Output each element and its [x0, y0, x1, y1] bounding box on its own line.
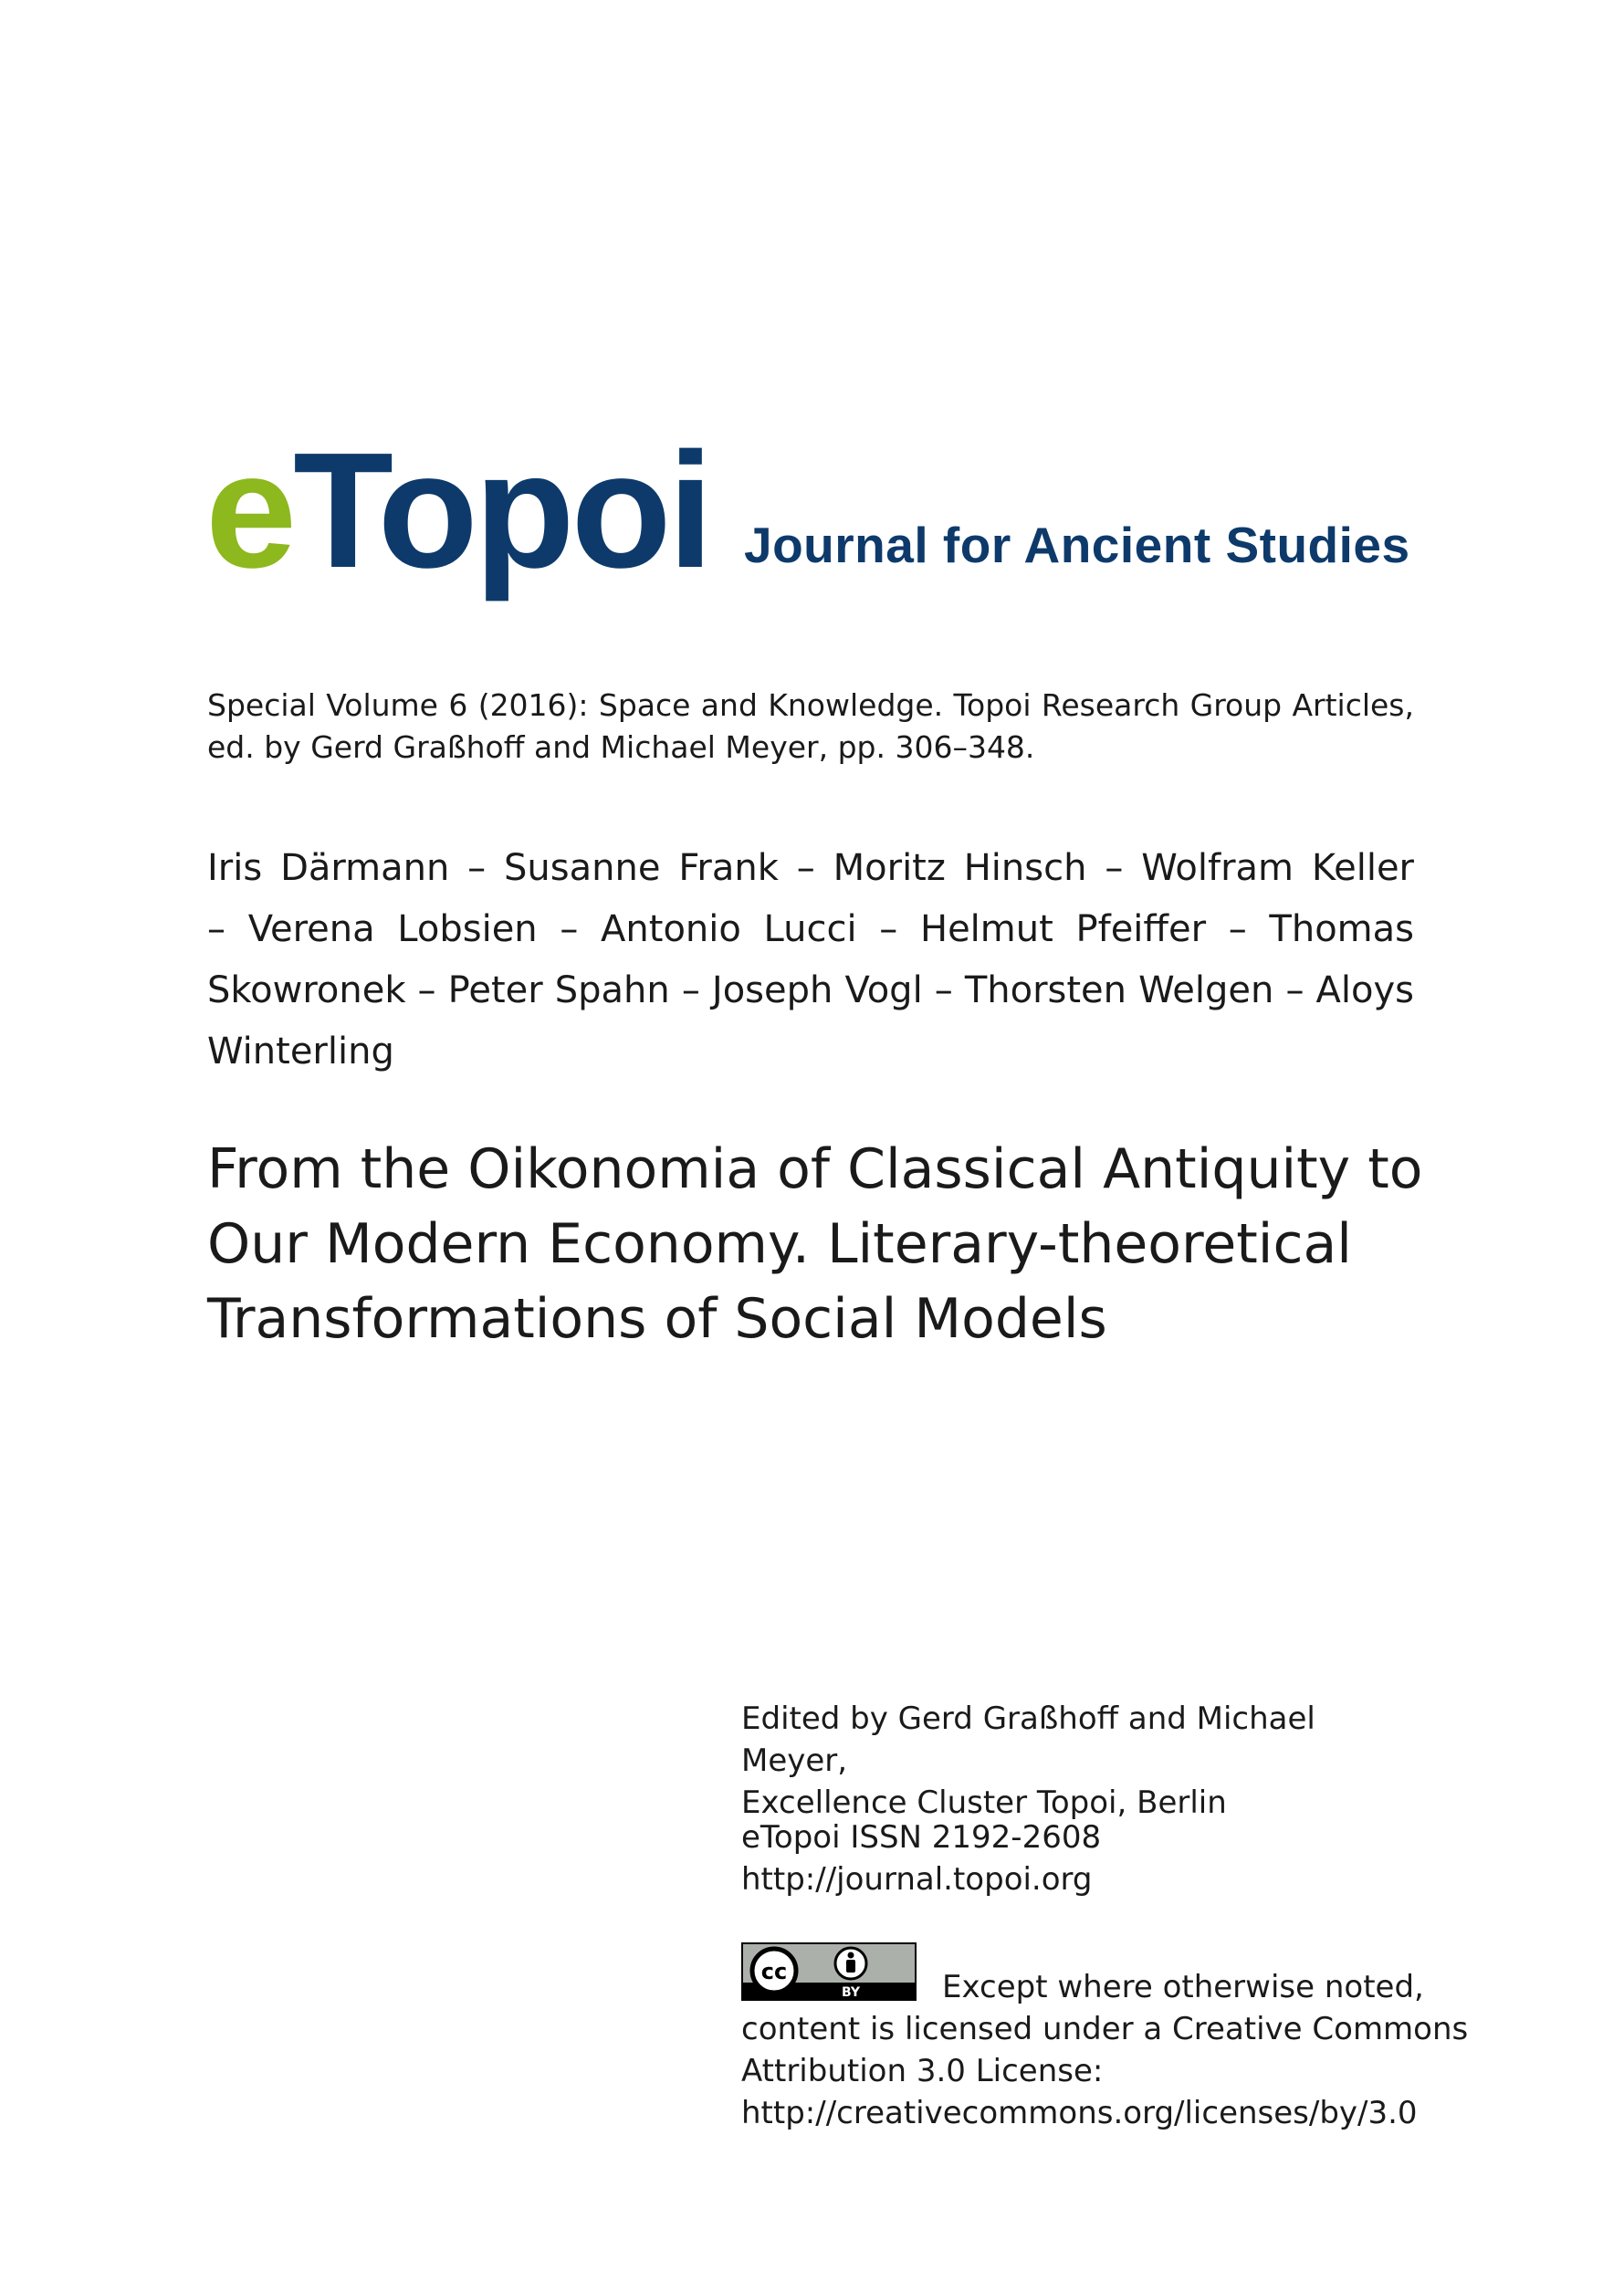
license-line-2: content is licensed under a Creative Commons — [741, 2011, 1469, 2047]
license-line-1: Except where otherwise noted, — [942, 1969, 1424, 2005]
citation-line-2: ed. by Gerd Graßhoff and Michael Meyer, pp. 306–348. — [207, 729, 1035, 765]
title-line-2: Our Modern Economy. Literary-theoretical — [207, 1212, 1352, 1276]
journal-subtitle: Journal for Ancient Studies — [744, 517, 1410, 573]
etopoi-logo — [205, 419, 710, 602]
title-line-1: From the Oikonomia of Classical Antiquity to — [207, 1137, 1423, 1201]
cc-by-icon[interactable] — [741, 1942, 917, 2001]
authors-line-1: Iris Därmann – Susanne Frank – Moritz Hinsch – Wolfram Keller — [207, 847, 1414, 889]
cc-badge-text: cc — [760, 1959, 788, 1984]
editors-line-2: Excellence Cluster Topoi, Berlin — [741, 1784, 1227, 1821]
citation-line-1: Special Volume 6 (2016): Space and Knowledge. Topoi Research Group Articles, — [207, 687, 1414, 723]
authors-line-2: – Verena Lobsien – Antonio Lucci – Helmut Pfeiffer – Thomas — [207, 908, 1414, 950]
title-line-3: Transformations of Social Models — [207, 1287, 1107, 1351]
authors-line-4: Winterling — [207, 1031, 394, 1073]
logo-topoi: Topoi — [293, 419, 710, 602]
logo-e: e — [205, 419, 294, 602]
author-list — [207, 838, 1414, 1083]
license-url[interactable]: http://creativecommons.org/licenses/by/3.0 — [741, 2095, 1418, 2131]
license-block — [741, 1942, 1469, 2134]
editors-block — [741, 1698, 1417, 1824]
license-line-3: Attribution 3.0 License: — [741, 2053, 1104, 2089]
issn-block — [741, 1816, 1417, 1900]
citation — [207, 685, 1414, 769]
issn-line: eTopoi ISSN 2192-2608 — [741, 1819, 1102, 1856]
by-badge-text: BY — [841, 1985, 861, 2000]
editors-line-1: Edited by Gerd Graßhoff and Michael Meyer, — [741, 1701, 1315, 1779]
article-title — [207, 1132, 1449, 1356]
authors-line-3: Skowronek – Peter Spahn – Joseph Vogl – Thorsten Welgen – Aloys — [207, 969, 1414, 1011]
journal-url[interactable]: http://journal.topoi.org — [741, 1861, 1093, 1898]
